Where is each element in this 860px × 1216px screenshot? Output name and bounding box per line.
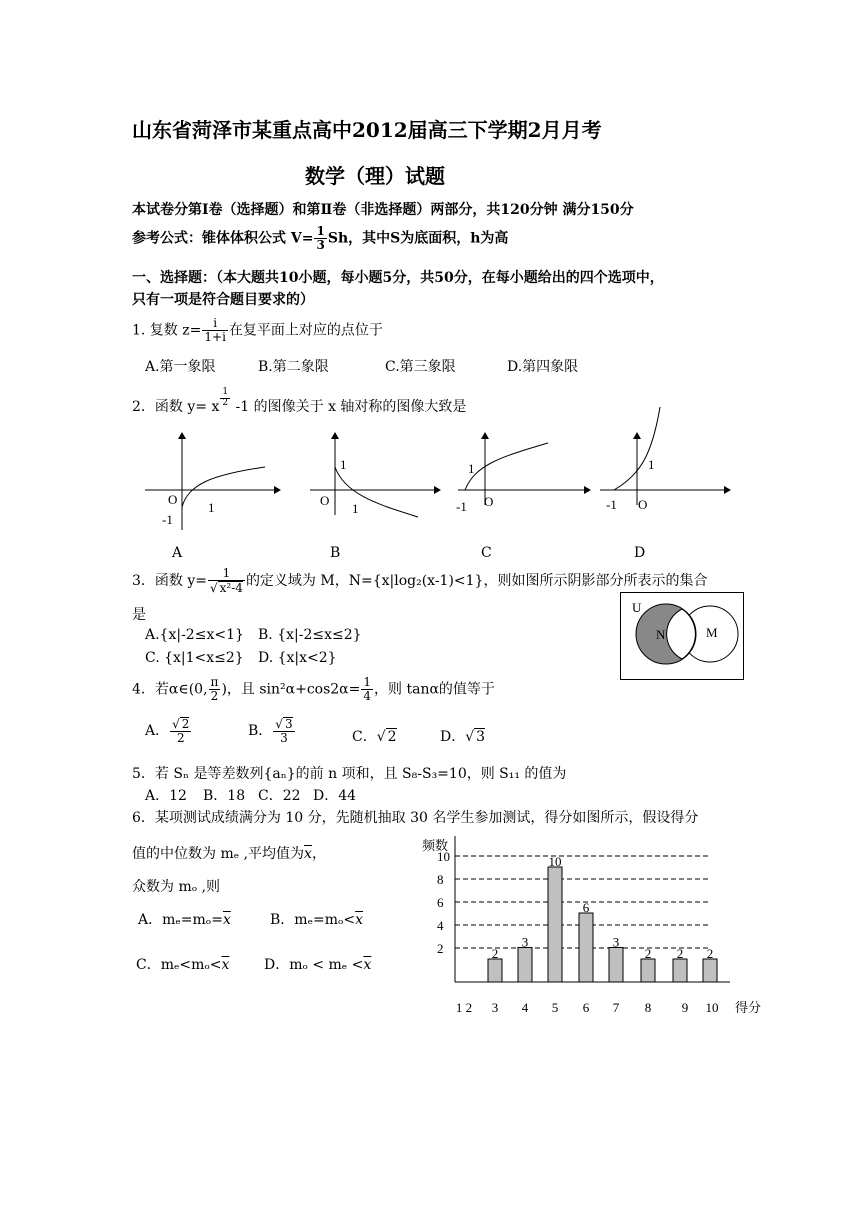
graph-c-x-mark: -1: [456, 499, 467, 514]
graph-a-x-mark: 1: [208, 500, 215, 515]
bar-6: [579, 913, 593, 982]
graph-a-origin: O: [168, 492, 178, 507]
graph-d-y-mark: 1: [648, 457, 655, 472]
q5-stem: 5．若 Sₙ 是等差数列{aₙ}的前 n 项和，且 S₈-S₃=10，则 S₁₁ 的值为: [132, 766, 567, 782]
q3-option-d: D. {x|x<2}: [258, 650, 337, 666]
q6-stem-line2: 值的中位数为 mₑ ,平均值为$\overline{x}$，: [132, 846, 326, 862]
q6-line2-text: 值的中位数为 mₑ ,平均值为: [132, 846, 305, 862]
q6-option-a-mean: $\overline{x}$: [222, 912, 231, 928]
y-tick-label-8: 8: [437, 872, 444, 887]
q6-stem-line1: 6．某项测试成绩满分为 10 分，先随机抽取 30 名学生参加测试，得分如图所示，假设得分: [132, 810, 699, 826]
graph-b-x-mark: 1: [352, 501, 359, 516]
q5-option-d: D．44: [313, 788, 357, 804]
q1-suffix: 在复平面上对应的点位于: [228, 322, 383, 339]
q4-option-c-label: C．: [352, 729, 377, 745]
q2-exp-numerator: 1: [222, 387, 229, 398]
graph-d-origin: O: [638, 497, 648, 512]
x-tick-label-4: 6: [582, 1000, 590, 1015]
q1-option-b: B.第二象限: [258, 359, 329, 375]
graph-d-x-mark: -1: [606, 497, 617, 512]
x-tick-label-6: 8: [644, 1000, 652, 1015]
graph-label-d: D: [634, 545, 646, 561]
venn-set-m-label: M: [706, 625, 718, 640]
q4-option-a-label: A．: [145, 723, 170, 740]
q4-option-d-radicand: 3: [476, 729, 486, 745]
q3-stem: 3．函数 y= $\frac{1}{\text{√ x²-4}}$ 的定义域为 M，N={x|log₂(x-1)<1}，则如图所示阴影部分所表示的集合: [132, 566, 708, 596]
x-tick-label-3: 5: [551, 1000, 559, 1015]
graph-b: [310, 433, 440, 517]
bar-data-label-9: 2: [676, 946, 684, 961]
q4-option-c-radicand: 2: [387, 729, 397, 745]
q3-numerator: 1: [208, 567, 245, 581]
q1-option-c: C.第三象限: [385, 359, 456, 375]
q2-exp-denominator: 2: [222, 398, 229, 408]
graph-d: [600, 407, 730, 512]
bar-data-label-8: 2: [644, 946, 652, 961]
q4-option-b: B． $\frac{√ 3}{3}$: [248, 717, 293, 746]
x-tick-label-2: 4: [521, 1000, 529, 1015]
q2-graphs: [140, 405, 760, 565]
graph-c: [456, 433, 590, 514]
x-tick-label-7: 9: [681, 1000, 689, 1015]
q4-stem: [132, 676, 495, 703]
graph-a: [145, 433, 280, 530]
y-axis-label: 频数: [422, 838, 449, 853]
y-tick-label-2: 2: [437, 941, 444, 956]
bar-8: [641, 959, 655, 982]
q4-option-c: C．√ 2: [352, 729, 397, 745]
bar-10: [703, 959, 717, 982]
q4-value-numerator: 1: [363, 675, 372, 689]
q4-option-d: D．√ 3: [440, 729, 486, 745]
q6-stem-line3: 众数为 mₒ ,则: [132, 879, 221, 895]
y-tick-label-4: 4: [437, 918, 444, 933]
q6-mean-symbol: $\overline{x}$: [304, 846, 312, 862]
q5-option-a: A．12: [145, 788, 187, 804]
bar-data-label-5: 10: [548, 854, 562, 869]
bar-4: [518, 948, 532, 983]
x-tick-label-5: 7: [612, 1000, 620, 1015]
q6-option-c-text: C．mₑ<mₒ<: [136, 957, 222, 973]
q1-denominator: 1+i: [204, 330, 226, 345]
q4-option-a-den: 2: [176, 731, 185, 746]
q1-prefix: 1. 复数 z=: [132, 322, 202, 339]
x-tick-label-8: 10: [705, 1000, 719, 1015]
q6-score-bar-chart: [400, 832, 780, 1022]
q4-option-d-label: D．: [440, 729, 466, 745]
bar-9: [673, 959, 687, 982]
q3-prefix: 3．函数 y=: [132, 573, 207, 590]
graph-label-b: B: [330, 545, 341, 561]
q6-option-d-text: D．mₒ < mₑ <: [264, 957, 364, 973]
bar-5: [548, 867, 562, 982]
q3-continuation: 是: [132, 607, 146, 623]
bar-7: [609, 948, 623, 983]
q2-prefix: 2．函数 y= x: [132, 399, 220, 415]
graph-a-y-mark: -1: [162, 512, 173, 527]
q6-option-b: [270, 909, 363, 929]
q3-suffix: 的定义域为 M，N={x|log₂(x-1)<1}，则如图所示阴影部分所表示的集合: [245, 573, 708, 590]
q1-option-d: D.第四象限: [507, 359, 579, 375]
q4-option-a: A． $\frac{√ 2}{2}$: [145, 717, 190, 746]
graph-c-y-mark: 1: [468, 461, 475, 476]
formula-suffix: Sh，其中S为底面积，h为高: [327, 230, 509, 247]
q3-option-a: A.{x|-2≤x<1}: [145, 627, 244, 643]
q6-option-b-text: B．mₑ=mₒ<: [270, 912, 356, 928]
q6-option-a-text: A．mₑ=mₒ=: [138, 912, 223, 928]
q4-pi-denominator: 2: [210, 689, 219, 704]
graph-b-y-mark: 1: [340, 457, 347, 472]
bar-data-label-3: 2: [491, 946, 499, 961]
intro-line: 本试卷分第Ⅰ卷（选择题）和第Ⅱ卷（非选择题）两部分，共120分钟 满分150分: [132, 202, 634, 218]
q6-option-b-mean: $\overline{x}$: [355, 912, 364, 928]
formula-denominator: 3: [316, 238, 325, 253]
q3-venn-diagram: [620, 592, 744, 680]
formula-prefix: 参考公式：锥体体积公式 V=: [132, 230, 314, 247]
q4-option-b-label: B．: [248, 723, 273, 740]
y-tick-label-10: 10: [437, 849, 450, 864]
graph-c-origin: O: [484, 494, 494, 509]
x-tick-label-1: 3: [491, 1000, 499, 1015]
formula-numerator: 1: [316, 224, 325, 238]
bar-data-label-4: 3: [521, 934, 529, 950]
q2-suffix: -1 的图像关于 x 轴对称的图像大致是: [231, 399, 467, 415]
q3-option-b: B. {x|-2≤x≤2}: [258, 627, 362, 643]
q1-option-a: A.第一象限: [145, 359, 216, 375]
q1-stem: [132, 317, 383, 344]
graph-b-origin: O: [320, 493, 330, 508]
exam-title-line2: 数学（理）试题: [305, 164, 445, 188]
q4-value-denominator: 4: [363, 689, 372, 704]
section-header-line1: 一、选择题：（本大题共10小题，每小题5分，共50分，在每小题给出的四个选项中，: [132, 270, 664, 286]
q4-option-b-radicand: 3: [284, 717, 293, 731]
bar-data-label-10: 2: [706, 946, 714, 961]
q3-denominator-radicand: x²-4: [219, 581, 243, 596]
x-tick-label-0: 1 2: [455, 1000, 473, 1015]
q6-option-d: [264, 954, 371, 974]
graph-label-c: C: [481, 545, 492, 561]
reference-formula: [132, 225, 508, 252]
q4-suffix: ，则 tanα的值等于: [374, 681, 495, 698]
section-header-line2: 只有一项是符合题目要求的）: [132, 292, 314, 308]
q4-prefix: 4．若α∈(0,: [132, 681, 208, 698]
exam-title-line1: 山东省菏泽市某重点高中2012届高三下学期2月月考: [132, 118, 602, 142]
q6-option-a: [138, 909, 231, 929]
y-tick-label-6: 6: [437, 895, 444, 910]
q1-numerator: i: [202, 317, 228, 331]
bar-data-label-7: 3: [612, 934, 620, 950]
venn-universe-label: U: [632, 600, 642, 615]
venn-set-n-label: N: [656, 627, 666, 642]
bar-3: [488, 959, 502, 982]
q4-pi-numerator: π: [210, 675, 219, 689]
x-axis-label: 得分: [735, 1000, 762, 1015]
q3-option-c: C. {x|1<x≤2}: [145, 650, 244, 666]
q6-option-c-mean: $\overline{x}$: [221, 957, 230, 973]
q4-option-b-den: 3: [280, 731, 288, 746]
q4-mid: )，且 sin²α+cos2α=: [221, 681, 361, 698]
q5-option-c: C．22: [258, 788, 301, 804]
bar-data-label-6: 6: [582, 900, 590, 915]
graph-label-a: A: [172, 545, 183, 561]
q5-option-b: B．18: [203, 788, 246, 804]
q6-option-c: [136, 954, 229, 974]
q4-option-a-radicand: 2: [181, 717, 190, 731]
q6-option-d-mean: $\overline{x}$: [363, 957, 372, 973]
